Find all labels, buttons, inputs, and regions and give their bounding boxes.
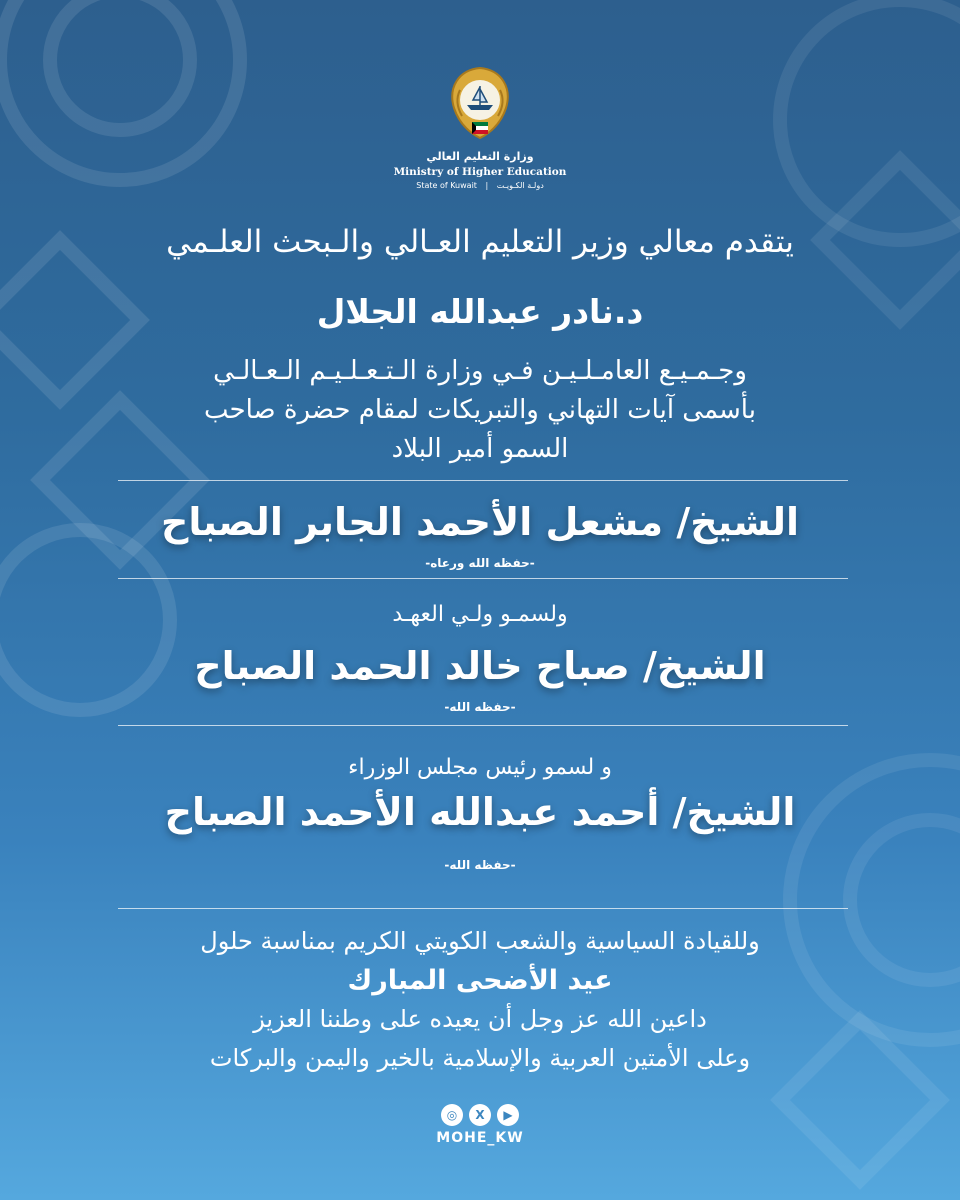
social-footer (0, 1104, 960, 1146)
ministry-logo (0, 62, 960, 190)
closing-message (0, 922, 960, 1078)
closing-line: وللقيادة السياسية والشعب الكويتي الكريم بمناسبة حلول (200, 927, 760, 955)
minister-name: د.نادر عبدالله الجلال (316, 292, 644, 331)
intro-paragraph-line: وجـمـيـع العامـلـيـن فـي وزارة الـتـعـلـيـم الـعـالـي (213, 356, 747, 386)
intro-line: يتقدم معالي وزير التعليم العـالي والـبحث العلـمي (166, 224, 794, 260)
divider (118, 480, 848, 481)
amir-name: الشيخ/ مشعل الأحمد الجابر الصباح (160, 500, 800, 544)
intro-paragraph (0, 352, 960, 469)
x-icon[interactable]: X (469, 1104, 491, 1126)
state-line (0, 181, 960, 190)
social-handle[interactable]: MOHE_KW (436, 1130, 524, 1146)
intro-paragraph-line: السمو أمير البلاد (391, 434, 569, 464)
crown-prince-intro: ولسمـو ولـي العهـد (392, 602, 568, 627)
divider (118, 578, 848, 579)
crown-prince-name: الشيخ/ صباح خالد الحمد الصباح (194, 644, 766, 688)
eid-title: عيد الأضحى المبارك (347, 965, 613, 996)
pm-name: الشيخ/ أحمد عبدالله الأحمد الصباح (164, 790, 796, 834)
kuwait-emblem-icon (440, 62, 520, 146)
instagram-icon[interactable]: ◎ (441, 1104, 463, 1126)
closing-line: وعلى الأمتين العربية والإسلامية بالخير واليمن والبركات (209, 1044, 751, 1072)
pm-honorific: -حفظه الله- (444, 858, 516, 872)
state-name-arabic: دولـة الكـويـت (496, 181, 544, 190)
pm-intro: و لسمو رئيس مجلس الوزراء (348, 755, 612, 780)
state-name-english: State of Kuwait (416, 181, 477, 190)
youtube-icon[interactable]: ▶ (497, 1104, 519, 1126)
closing-line: داعين الله عز وجل أن يعيده على وطننا العزيز (253, 1005, 707, 1033)
state-separator: | (485, 181, 489, 190)
divider (118, 725, 848, 726)
crown-prince-honorific: -حفظه الله- (444, 700, 516, 714)
divider (118, 908, 848, 909)
ministry-name-english: Ministry of Higher Education (393, 166, 567, 178)
amir-honorific: -حفظه الله ورعاه- (425, 556, 535, 570)
ministry-name-arabic: وزارة التعليم العالي (426, 150, 534, 163)
intro-paragraph-line: بأسمى آيات التهاني والتبريكات لمقام حضرة صاحب (204, 395, 756, 425)
